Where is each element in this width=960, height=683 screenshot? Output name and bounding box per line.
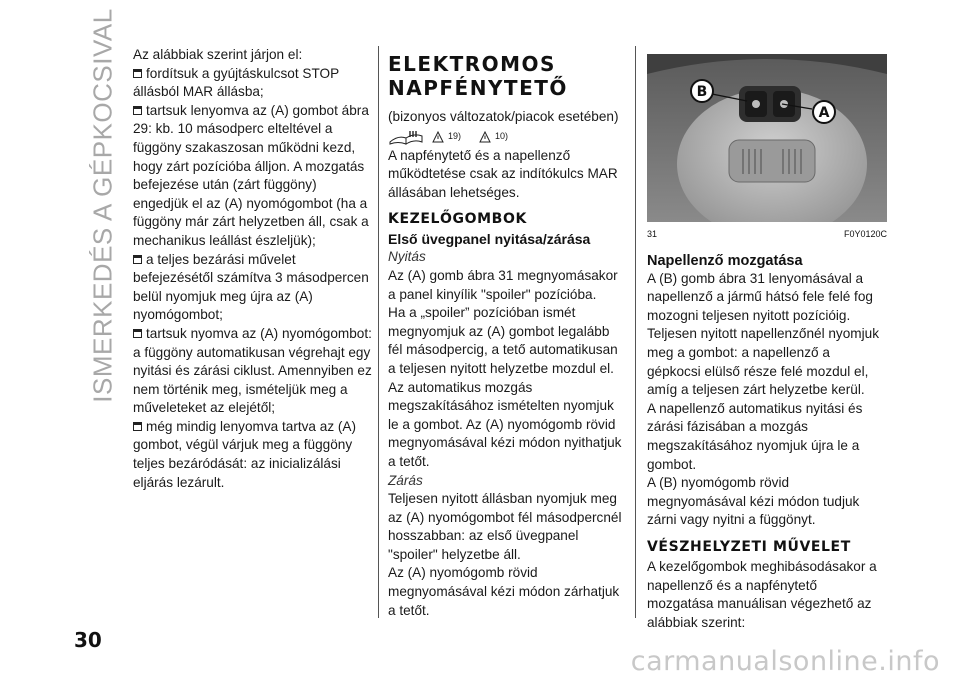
- close-paragraph-2: Az (A) nyomógomb rövid megnyomásával kézi módon zárhatjuk a tetőt.: [388, 565, 620, 618]
- version-note: (bizonyos változatok/piacok esetében): [388, 109, 619, 124]
- step-bullet-icon: [133, 106, 142, 115]
- step-bullet-icon: [133, 69, 142, 78]
- step-bullet-icon: [133, 422, 142, 431]
- column-divider-right: [635, 46, 636, 618]
- info-triangle-icon: [479, 131, 491, 143]
- book-reference-icon: [388, 129, 428, 145]
- shade-paragraph-1: A (B) gomb ábra 31 lenyomásával a napellenző a jármű hátsó fele felé fog mozogni teljesen nyitott pozícióig. Teljesen nyitott napellenzőnél nyomjuk meg a gombot: a napellenző a gépkocsi elülső része felé mozdul el, amíg a teljesen zárt helyzetbe kerül.: [647, 270, 879, 398]
- column-2: [388, 46, 626, 620]
- open-paragraph-1: Az (A) gomb ábra 31 megnyomásakor a panel kinyílik "spoiler" pozícióba.: [388, 267, 618, 302]
- list-item: tartsuk nyomva az (A) nyomógombot: a függöny automatikusan végrehajt egy nyitási és zárási ciklust. Amennyiben ez nem történik meg, ismételjük meg a műveleteket az elejétől;: [133, 325, 372, 416]
- column-1: [133, 46, 373, 492]
- column-divider-left: [378, 46, 379, 618]
- step-bullet-icon: [133, 329, 142, 338]
- section-title-text: ISMERKEDÉS A GÉPKOCSIVAL: [87, 7, 118, 403]
- emergency-paragraph-1: A kezelőgombok meghibásodásakor a napellenző és a napfénytető mozgatása manuálisan végezhető az alábbiak szerint:: [647, 558, 877, 630]
- shade-paragraph-3: A (B) nyomógomb rövid megnyomásával kézi módon tudjuk zárni vagy nyitni a függönyt.: [647, 475, 860, 528]
- sunroof-heading: ELEKTROMOS NAPFÉNYTETŐ: [388, 52, 568, 100]
- list-item: fordítsuk a gyújtáskulcsot STOP állásból MAR állásba;: [133, 65, 339, 100]
- figure-31-image: [647, 54, 887, 222]
- section-side-title: [79, 7, 127, 403]
- figure-label-a: A: [818, 105, 830, 121]
- watermark-text: carmanualsonline.info: [630, 646, 940, 677]
- list-item: még mindig lenyomva tartva az (A) gombot, végül várjuk meg a függöny teljes bezáródását: az inicializálási eljárás lezárult.: [133, 418, 357, 490]
- controls-heading: KEZELŐGOMBOK: [388, 211, 527, 228]
- shade-heading: Napellenző mozgatása: [647, 252, 803, 269]
- close-paragraph-1: Teljesen nyitott állásban nyomjuk meg az (A) nyomógombot fél másodpercnél hosszabban: az első üvegpanel "spoiler" helyzetbe áll.: [388, 491, 622, 562]
- shade-paragraph-2: A napellenző automatikus nyitási és zárási fázisában a mozgás megszakításához nyomjuk újra le a gombot.: [647, 400, 863, 472]
- overhead-console-illustration: [647, 54, 887, 222]
- list-item: a teljes bezárási művelet befejezésétől számítva 3 másodpercen belül nyomjuk meg újra az (A) nyomógombot;: [133, 251, 369, 323]
- warning-ref-1: 19): [448, 131, 462, 142]
- figure-number: 31: [647, 229, 658, 239]
- page-number: 30: [74, 628, 102, 652]
- figure-label-b: B: [696, 84, 708, 100]
- warning-icons-row: [388, 127, 626, 147]
- column-3: [647, 46, 887, 632]
- close-label: Zárás: [388, 472, 423, 488]
- list-item: tartsuk lenyomva az (A) gombot ábra 29: kb. 10 másodperc elteltével a függöny szakaszosan működni kezd, hogy zárt pozícióba álljon. A mozgatás befejezése után (zárt függöny) engedjük el az (A) nyomógombot (ha a függöny már zárt helyzetben áll, csak a mechanikus leállást észleljük);: [133, 102, 369, 248]
- step-bullet-icon: [133, 255, 142, 264]
- figure-code: F0Y0120C: [843, 229, 887, 239]
- warning-ref-2: 10): [495, 131, 509, 142]
- open-label: Nyitás: [388, 249, 426, 265]
- emergency-heading: VÉSZHELYZETI MŰVELET: [647, 538, 851, 555]
- warning-triangle-icon: [432, 131, 444, 143]
- intro-text: Az alábbiak szerint járjon el:: [133, 47, 303, 62]
- open-paragraph-2: Ha a „spoiler” pozícióban ismét megnyomjuk az (A) gombot legalább fél másodpercig, a tető automatikusan a teljesen nyitott helyzetbe mozdul el. Az automatikus mozgás megszakításához ismételten nyomjuk le a gombot. Az (A) nyomógomb rövid megnyomásával kézi módon nyithatjuk a tetőt.: [388, 305, 622, 469]
- sunroof-intro: A napfénytető és a napellenző működtetése csak az indítókulcs MAR állásában lehetséges.: [388, 147, 618, 200]
- spoiler-heading: Első üvegpanel nyitása/zárása: [388, 231, 591, 248]
- figure-caption: [647, 225, 887, 244]
